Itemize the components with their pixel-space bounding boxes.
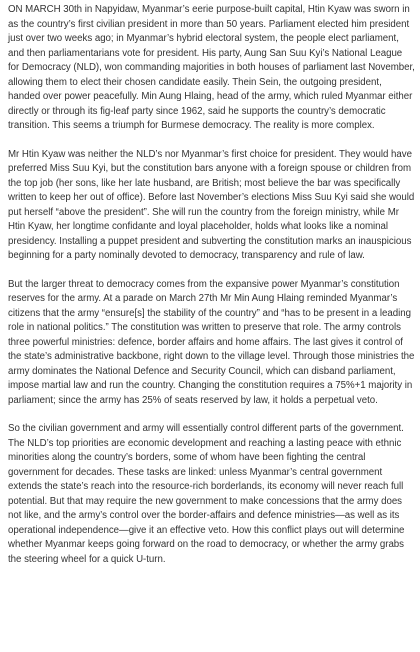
paragraph-3: But the larger threat to democracy comes from the expansive power Myanmar’s constitution reserves for the army. At a parade on March 27th Mr Min Aung Hlaing reminded Myanmar’s citizens that the army “ensure[s] the stability of the country” and “has to be present in a leading role in national politics.” The constitution was written to preserve that role. The army controls three powerful ministries: defence, border affairs and home affairs. The last gives it control of the state’s administrative backbone, right down to the village level. Through those ministries the army dominates the National Defence and Security Council, which can disband parliament, impose martial law and run the country. Changing the constitution requires a 75%+1 majority in parliament; since the army has 25% of seats reserved by law, it holds a perpetual veto.: [8, 278, 415, 406]
paragraph-1: ON MARCH 30th in Napyidaw, Myanmar’s eerie purpose-built capital, Htin Kyaw was sworn in as the country’s first civilian president in more than 50 years. Parliament elected him president just over two weeks ago; in Myanmar’s hybrid electoral system, the people elect parliament, and then parliamentarians vote for president. His party, Aung San Suu Kyi’s National League for Democracy (NLD), won commanding majorities in both houses of parliament last November, allowing them to elect their chosen candidate easily. Thein Sein, the outgoing president, handed over power peacefully. Min Aung Hlaing, head of the army, which ruled Myanmar either directly or through its fig-leaf party since 1962, said he supports the country’s democratic transition. This seems a triumph for Burmese democracy. The reality is more complex.: [8, 4, 415, 131]
paragraph-2: Mr Htin Kyaw was neither the NLD’s nor Myanmar’s first choice for president. They would have preferred Miss Suu Kyi, but the constitution bars anyone with a foreign spouse or children from the top job (her sons, like her late husband, are British; most believe the bar was specifically written to keep her out of office). Before last November’s elections Miss Suu Kyi said she would put herself “above the president”. She will run the country from the foreign ministry, while Mr Htin Kyaw, her longtime confidante and loyal placeholder, holds what looks like a nominal presidency. Installing a puppet president and subverting the constitution marks an inauspicious beginning for a party nominally devoted to democracy, transparency and rule of law.: [8, 148, 415, 261]
article-body: [8, 3, 416, 567]
paragraph-4: So the civilian government and army will essentially control different parts of the government. The NLD’s top priorities are economic development and reaching a lasting peace with ethnic minorities along the country’s borders, some of whom have been fighting the central government for decades. These tasks are linked: unless Myanmar’s central government extends the state’s reach into the resource-rich borderlands, its economy will never reach full potential. But that may require the new government to make concessions that the army does not like, and the army’s control over the border-affairs and defence ministries—as well as its operational independence—give it an effective veto. How this conflict plays out will determine whether Myanmar keeps going forward on the road to democracy, or whether the army grabs the steering wheel for a quick U-turn.: [8, 423, 405, 565]
